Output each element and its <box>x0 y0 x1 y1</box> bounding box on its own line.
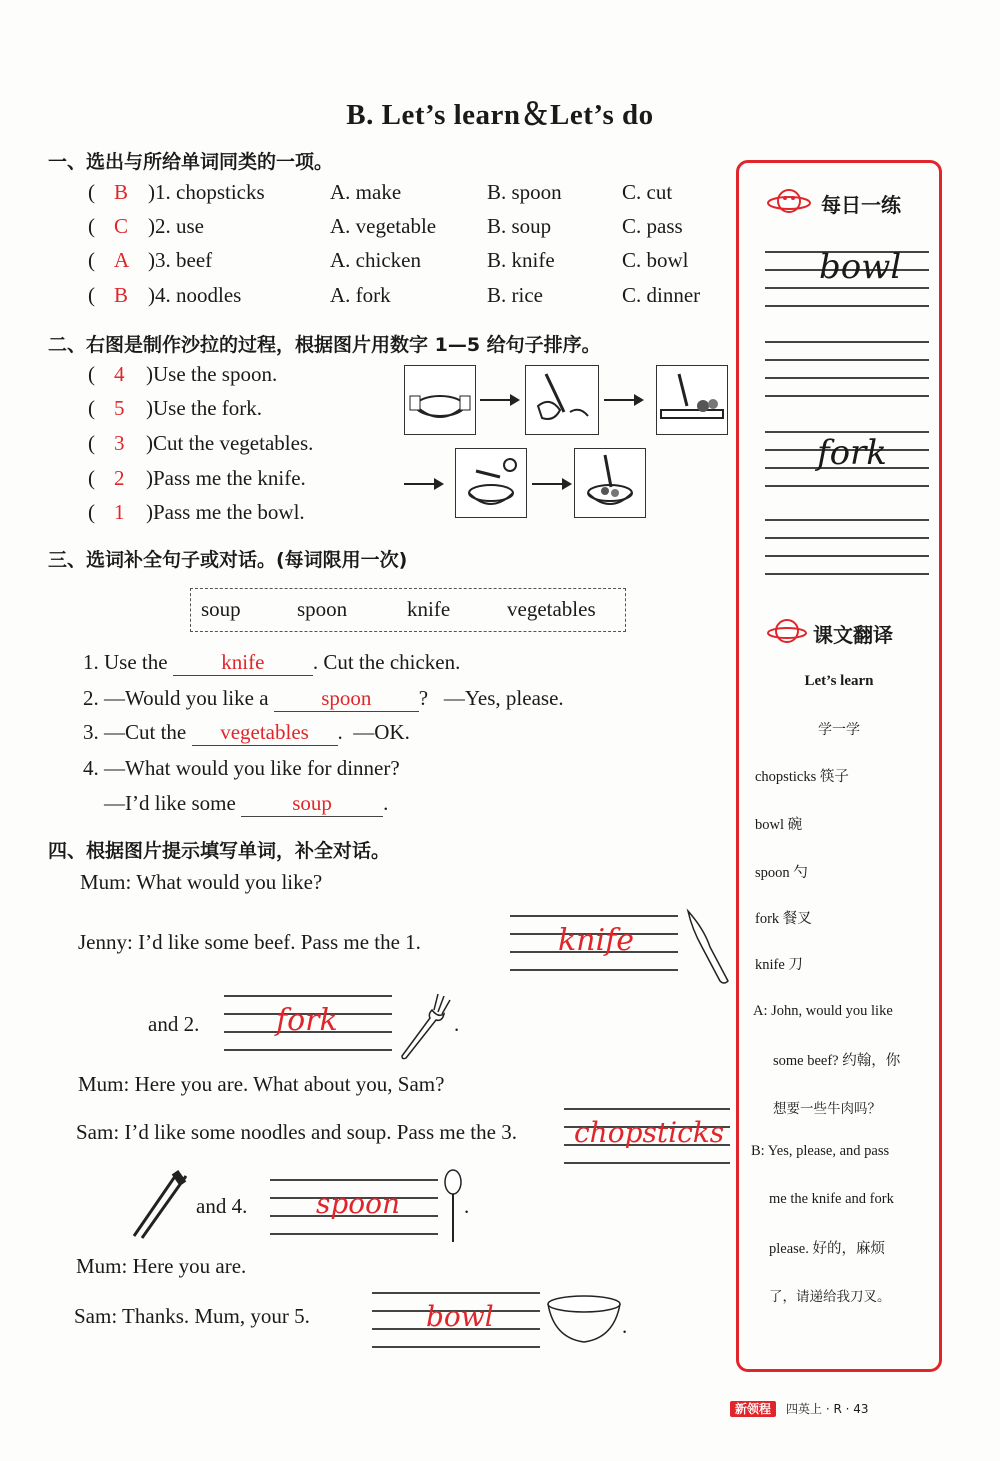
paren-open: ( <box>88 500 95 524</box>
planet-icon <box>767 613 807 649</box>
dialog-translation: B: Yes, please, and pass <box>751 1143 890 1159</box>
part3-q1: 1. Use the knife . Cut the chicken. <box>83 650 461 674</box>
publisher-badge: 新领程 <box>730 1401 776 1417</box>
dialog-line: and 2. <box>148 1012 200 1036</box>
dialog-line: Jenny: I’d like some beef. Pass me the 1. <box>78 930 421 954</box>
paren-open: ( <box>88 283 95 307</box>
dialog-translation: A: John, would you like <box>753 1003 893 1019</box>
answer-blank[interactable]: soup <box>241 791 383 817</box>
vocab-item: knife 刀 <box>755 957 803 973</box>
question-word: )1. chopsticks <box>148 180 265 204</box>
sentence: )Pass me the knife. <box>146 466 306 490</box>
dialog-translation: some beef? 约翰，你 <box>773 1053 901 1069</box>
option-b: B. rice <box>487 283 543 307</box>
vocab-item: bowl 碗 <box>755 817 803 833</box>
answer-blank[interactable]: vegetables <box>192 720 338 746</box>
vocab-item: chopsticks 筷子 <box>755 769 849 785</box>
planet-icon <box>767 179 811 223</box>
answer-2[interactable]: fork <box>276 1003 338 1038</box>
picture-fork <box>574 448 646 518</box>
part3-q4-b: —I’d like some soup . <box>104 791 389 815</box>
part2-heading: 二、右图是制作沙拉的过程，根据图片用数字 1—5 给句子排序。 <box>48 334 601 356</box>
word-bank-item: soup <box>201 597 241 621</box>
paren-open: ( <box>88 396 95 420</box>
answer-letter[interactable]: A <box>114 248 130 272</box>
order-number[interactable]: 2 <box>114 466 125 490</box>
answer-1[interactable]: knife <box>558 923 634 958</box>
page-title: B. Let’s learn＆Let’s do <box>346 99 654 131</box>
dialog-translation: 了，请递给我刀叉。 <box>769 1289 891 1305</box>
part3-q2: 2. —Would you like a spoon ? —Yes, please. <box>83 686 564 710</box>
question-word: )2. use <box>148 214 204 238</box>
writing-lines-2 <box>224 993 392 1053</box>
footer <box>730 1400 869 1418</box>
option-a: A. make <box>330 180 402 204</box>
picture-spoon <box>455 448 527 518</box>
option-a: A. fork <box>330 283 391 307</box>
sentence: )Use the fork. <box>146 396 263 420</box>
vocab-item: spoon 勺 <box>755 865 808 881</box>
arrow-3 <box>404 483 442 485</box>
answer-blank[interactable]: spoon <box>274 686 419 712</box>
answer-4[interactable]: spoon <box>316 1187 401 1220</box>
sentence: )Use the spoon. <box>146 362 278 386</box>
answer-5[interactable]: bowl <box>426 1300 494 1333</box>
arrow-2 <box>604 399 642 401</box>
paren-open: ( <box>88 248 95 272</box>
answer-blank[interactable]: knife <box>173 650 313 676</box>
word-bank-item: knife <box>407 597 451 621</box>
option-c: C. dinner <box>622 283 701 307</box>
dialog-translation: 想要一些牛肉吗？ <box>773 1101 881 1117</box>
practice-word-fork: fork <box>817 433 887 473</box>
paren-open: ( <box>88 180 95 204</box>
part4-heading: 四、根据图片提示填写单词，补全对话。 <box>48 840 391 862</box>
part3-heading: 三、选词补全句子或对话。(每词限用一次) <box>48 549 408 571</box>
order-number[interactable]: 3 <box>114 431 125 455</box>
sentence: )Pass me the bowl. <box>146 500 305 524</box>
page-number: 四英上 · R · 43 <box>786 1402 869 1416</box>
translation-title: 课文翻译 <box>813 623 893 647</box>
writing-lines-3 <box>564 1106 730 1166</box>
question-word: )3. beef <box>148 248 213 272</box>
part3-q3: 3. —Cut the vegetables . —OK. <box>83 720 410 744</box>
answer-3[interactable]: chopsticks <box>574 1116 725 1149</box>
picture-bowl <box>404 365 476 435</box>
option-a: A. vegetable <box>330 214 437 238</box>
paren-open: ( <box>88 466 95 490</box>
dialog-line: Mum: What would you like? <box>80 870 323 894</box>
paren-open: ( <box>88 362 95 386</box>
answer-letter[interactable]: C <box>114 214 129 238</box>
writing-lines-4 <box>270 1177 438 1237</box>
option-c: C. cut <box>622 180 673 204</box>
chopsticks-icon <box>128 1168 190 1240</box>
practice-word-bowl: bowl <box>819 247 902 287</box>
word-bank <box>190 588 626 632</box>
word-bank-item: spoon <box>297 597 348 621</box>
dialog-translation: me the knife and fork <box>769 1191 894 1207</box>
dialog-line: Mum: Here you are. <box>76 1254 247 1278</box>
bowl-icon <box>544 1294 624 1348</box>
writing-lines-5 <box>372 1290 540 1350</box>
picture-cut-vegetables <box>656 365 728 435</box>
option-c: C. pass <box>622 214 683 238</box>
arrow-1 <box>480 399 518 401</box>
spoon-icon <box>440 1168 466 1246</box>
option-a: A. chicken <box>330 248 421 272</box>
dialog-line: Sam: Thanks. Mum, your 5. <box>74 1304 310 1328</box>
order-number[interactable]: 5 <box>114 396 125 420</box>
order-number[interactable]: 1 <box>114 500 125 524</box>
paren-open: ( <box>88 431 95 455</box>
dialog-line: and 4. <box>196 1194 248 1218</box>
answer-letter[interactable]: B <box>114 283 129 307</box>
writing-lines-1 <box>510 913 678 973</box>
daily-practice-title: 每日一练 <box>821 193 901 217</box>
vocab-item: fork 餐叉 <box>755 911 812 927</box>
sidebar <box>736 160 942 1372</box>
question-word: )4. noodles <box>148 283 242 307</box>
dialog-translation: please. 好的，麻烦 <box>769 1241 885 1257</box>
option-b: B. knife <box>487 248 555 272</box>
part3-q4: 4. —What would you like for dinner? <box>83 756 400 780</box>
part1-heading: 一、选出与所给单词同类的一项。 <box>48 151 334 173</box>
order-number[interactable]: 4 <box>114 362 125 386</box>
knife-icon <box>684 907 734 987</box>
lets-learn-heading: Let’s learn <box>804 673 874 689</box>
fork-icon <box>398 990 454 1062</box>
option-c: C. bowl <box>622 248 689 272</box>
paren-open: ( <box>88 214 95 238</box>
answer-letter[interactable]: B <box>114 180 129 204</box>
lets-learn-cn: 学一学 <box>818 722 860 738</box>
word-bank-item: vegetables <box>507 597 596 621</box>
picture-knife <box>525 365 599 435</box>
dialog-line: Mum: Here you are. What about you, Sam? <box>78 1072 445 1096</box>
option-b: B. soup <box>487 214 552 238</box>
sentence: )Cut the vegetables. <box>146 431 314 455</box>
dialog-line: Sam: I’d like some noodles and soup. Pass me the 3. <box>76 1120 517 1144</box>
arrow-4 <box>532 483 570 485</box>
option-b: B. spoon <box>487 180 562 204</box>
